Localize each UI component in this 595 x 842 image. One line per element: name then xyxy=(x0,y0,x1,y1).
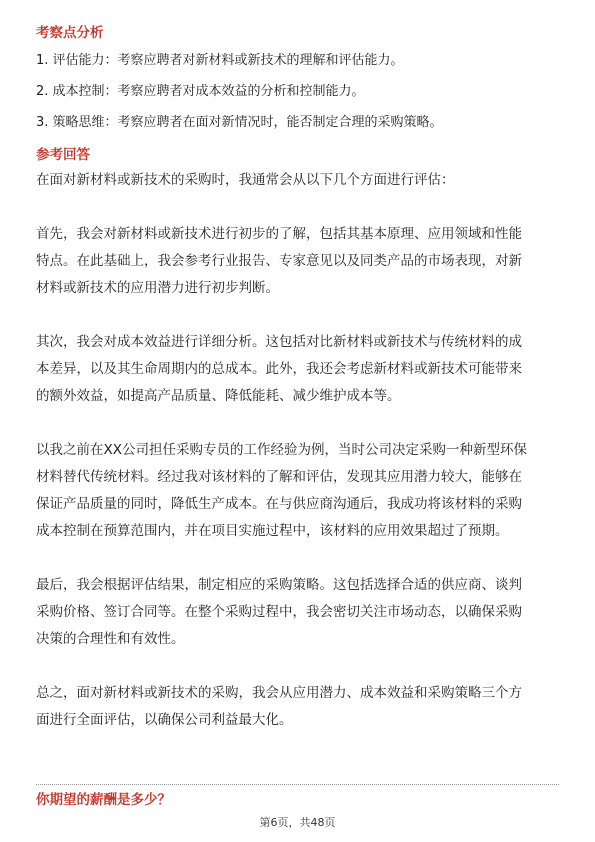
answer-paragraph: 在面对新材料或新技术的采购时，我通常会从以下几个方面进行评估： xyxy=(36,172,455,188)
answer-paragraph: 以我之前在XX公司担任采购专员的工作经验为例，当时公司决定采购一种新型环保 材料替代传统材料。经过我对该材料的了解和评估，发现其应用潜力较大，能够在 保证产品质量的同时，降低生产成本。在与供应商沟通后，我成功将该材料的采购 成本控制在预算范围内，并在项目实施过程中，该材料的应用效果超过了预期。 xyxy=(36,442,527,539)
next-question-heading: 你期望的薪酬是多少？ xyxy=(36,792,171,808)
analysis-point: 1. 评估能力：考察应聘者对新材料或新技术的理解和评估能力。 xyxy=(36,53,404,68)
answer-paragraph: 首先，我会对新材料或新技术进行初步的了解，包括其基本原理、应用领域和性能 特点。在此基础上，我会参考行业报告、专家意见以及同类产品的市场表现，对新 材料或新技术的应用潜力进行初步判断。 xyxy=(36,226,522,296)
answer-paragraph: 总之，面对新材料或新技术的采购，我会从应用潜力、成本效益和采购策略三个方 面进行全面评估，以确保公司利益最大化。 xyxy=(36,685,522,728)
analysis-heading: 考察点分析 xyxy=(36,25,104,41)
page-footer: 第6页，共48页 xyxy=(259,816,336,829)
analysis-point: 2. 成本控制：考察应聘者对成本效益的分析和控制能力。 xyxy=(36,84,365,99)
reference-heading: 参考回答 xyxy=(36,147,90,163)
answer-paragraph: 最后，我会根据评估结果，制定相应的采购策略。这包括选择合适的供应商、谈判 采购价格、签订合同等。在整个采购过程中，我会密切关注市场动态，以确保采购 决策的合理性和有效性。 xyxy=(36,577,522,647)
analysis-point: 3. 策略思维：考察应聘者在面对新情况时，能否制定合理的采购策略。 xyxy=(36,115,443,130)
answer-paragraph: 其次，我会对成本效益进行详细分析。这包括对比新材料或新技术与传统材料的成 本差异，以及其生命周期内的总成本。此外，我还会考虑新材料或新技术可能带来 的额外效益，如提高产品质量、降低能耗、减少维护成本等。 xyxy=(36,334,522,404)
answer-body xyxy=(36,167,559,761)
section-divider xyxy=(36,784,559,785)
